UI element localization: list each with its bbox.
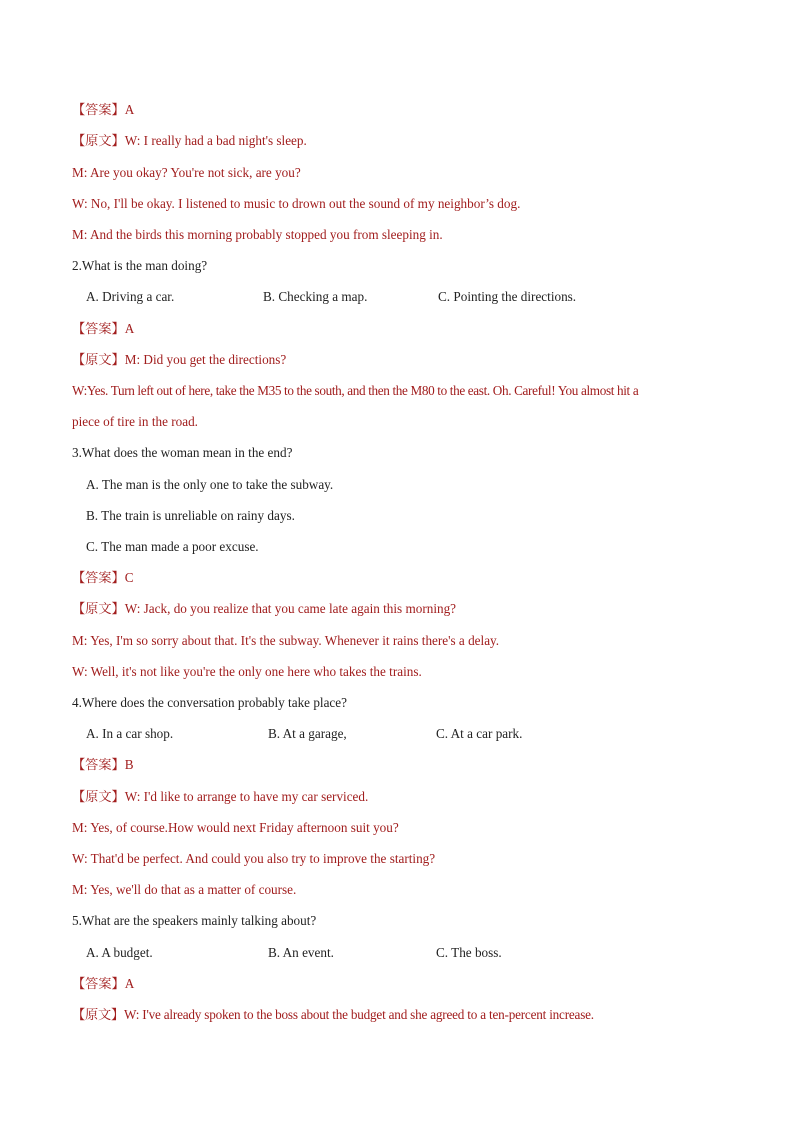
answer-tag: 【答案】 <box>72 102 125 117</box>
option-c: C. Pointing the directions. <box>438 289 577 304</box>
dialog-line: W: Well, it's not like you're the only one here who takes the trains. <box>72 664 422 679</box>
answer-line <box>72 101 134 119</box>
dialog-line: M: Did you get the directions? <box>124 352 287 367</box>
option-c: C. The boss. <box>436 945 502 960</box>
original-line <box>72 132 307 150</box>
original-tag: 【原文】 <box>72 133 125 148</box>
answer-value: A <box>124 102 135 117</box>
option-c: C. The man made a poor excuse. <box>86 539 259 554</box>
answer-line <box>72 756 134 774</box>
original-tag: 【原文】 <box>72 789 125 804</box>
dialog-line: W: That'd be perfect. And could you also try to improve the starting? <box>72 851 436 866</box>
dialog-line: W: I really had a bad night's sleep. <box>124 133 307 148</box>
option-a: A. Driving a car. <box>86 289 175 304</box>
original-line <box>72 351 286 369</box>
option-a: A. The man is the only one to take the subway. <box>86 477 334 492</box>
dialog-line: M: And the birds this morning probably stopped you from sleeping in. <box>72 227 443 242</box>
question-text: 3.What does the woman mean in the end? <box>72 445 293 460</box>
dialog-line: W: Jack, do you realize that you came late again this morning? <box>124 601 457 616</box>
answer-tag: 【答案】 <box>72 976 125 991</box>
answer-value: A <box>124 321 135 336</box>
answer-line <box>72 569 134 587</box>
question-text: 5.What are the speakers mainly talking about? <box>72 913 317 928</box>
dialog-line: W: I've already spoken to the boss about the budget and she agreed to a ten-percent increase. <box>123 1007 594 1022</box>
answer-tag: 【答案】 <box>72 757 125 772</box>
answer-tag: 【答案】 <box>72 570 125 585</box>
option-c: C. At a car park. <box>436 726 523 741</box>
dialog-line: W: No, I'll be okay. I listened to music to drown out the sound of my neighbor’s dog. <box>72 196 521 211</box>
original-line <box>72 788 368 806</box>
dialog-line: M: Yes, we'll do that as a matter of course. <box>72 882 297 897</box>
original-tag: 【原文】 <box>72 352 125 367</box>
dialog-line: W: I'd like to arrange to have my car serviced. <box>124 789 369 804</box>
original-tag: 【原文】 <box>72 1007 124 1022</box>
answer-line <box>72 975 134 993</box>
answer-value: A <box>124 976 135 991</box>
answer-value: B <box>124 757 134 772</box>
original-line <box>72 1006 594 1024</box>
question-text: 2.What is the man doing? <box>72 258 208 273</box>
option-a: A. A budget. <box>86 945 153 960</box>
original-line <box>72 600 456 618</box>
option-b: B. At a garage, <box>268 726 347 741</box>
answer-tag: 【答案】 <box>72 321 125 336</box>
question-text: 4.Where does the conversation probably take place? <box>72 695 347 710</box>
dialog-line: M: Yes, of course.How would next Friday afternoon suit you? <box>72 820 399 835</box>
option-a: A. In a car shop. <box>86 726 174 741</box>
original-tag: 【原文】 <box>72 601 125 616</box>
answer-value: C <box>124 570 134 585</box>
option-b: B. Checking a map. <box>263 289 368 304</box>
dialog-line: piece of tire in the road. <box>72 414 198 429</box>
option-b: B. The train is unreliable on rainy days. <box>86 508 295 523</box>
dialog-line: M: Are you okay? You're not sick, are you? <box>72 165 301 180</box>
option-b: B. An event. <box>268 945 334 960</box>
dialog-line: M: Yes, I'm so sorry about that. It's the subway. Whenever it rains there's a delay. <box>72 633 500 648</box>
answer-line <box>72 320 134 338</box>
dialog-line: W:Yes. Turn left out of here, take the M35 to the south, and then the M80 to the east. Oh. Careful! You almost hit a <box>72 383 639 398</box>
